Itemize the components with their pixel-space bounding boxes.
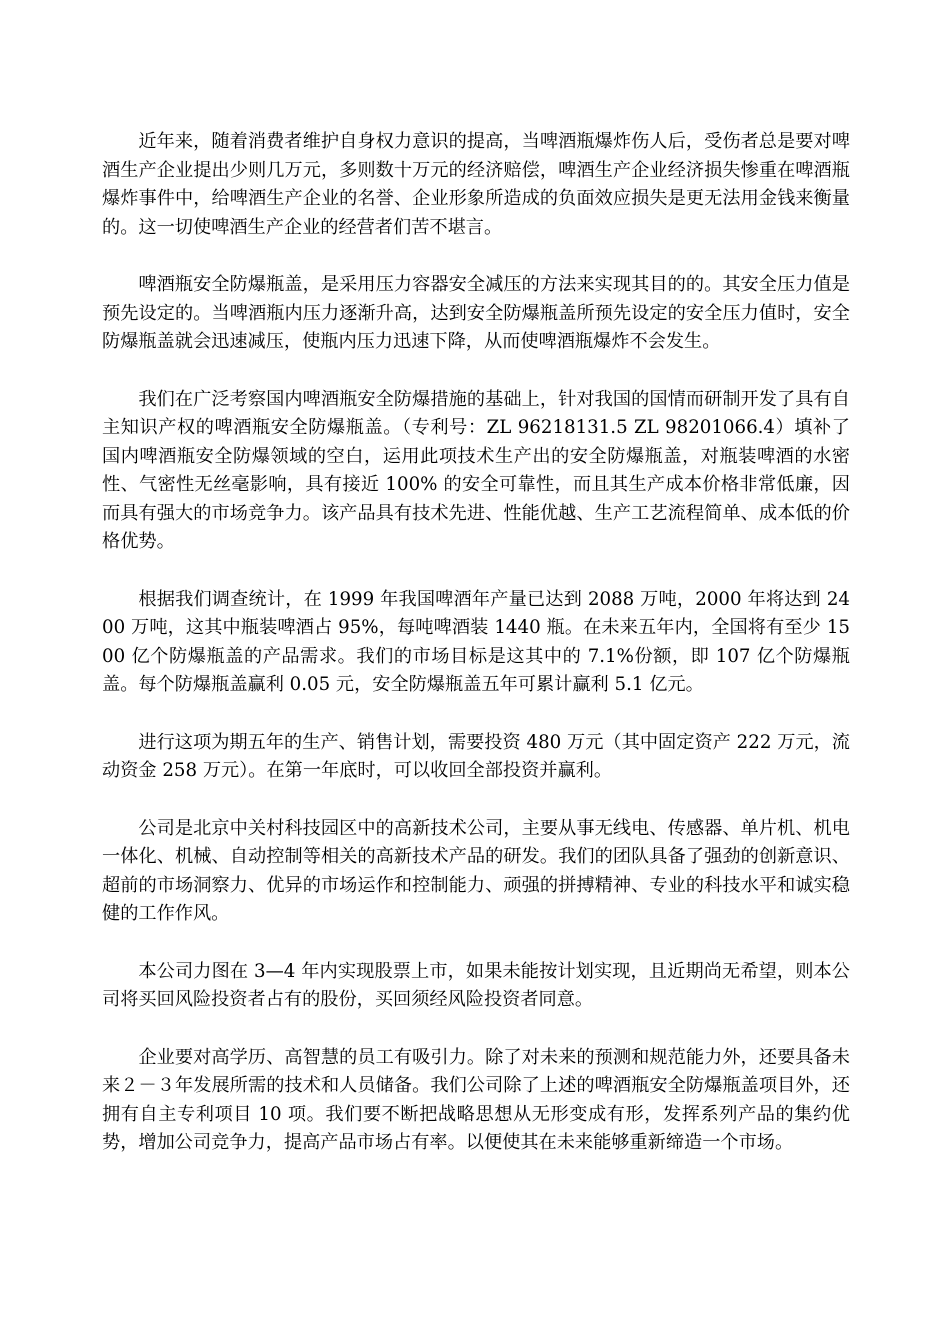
paragraph-6: 公司是北京中关村科技园区中的高新技术公司，主要从事无线电、传感器、单片机、机电一体化、机械、自动控制等相关的高新技术产品的研发。我们的团队具备了强劲的创新意识、超前的市场洞察力、优异的市场运作和控制能力、顽强的拼搏精神、专业的科技水平和诚实稳健的工作作风。 — [102, 817, 850, 924]
paragraph-2: 啤酒瓶安全防爆瓶盖，是采用压力容器安全减压的方法来实现其目的的。其安全压力值是预先设定的。当啤酒瓶内压力逐渐升高，达到安全防爆瓶盖所预先设定的安全压力值时，安全防爆瓶盖就会迅速减压，使瓶内压力迅速下降，从而使啤酒瓶爆炸不会发生。 — [102, 274, 850, 352]
paragraph-7: 本公司力图在 3—4 年内实现股票上市，如果未能按计划实现，且近期尚无希望，则本公司将买回风险投资者占有的股份，买回须经风险投资者同意。 — [102, 960, 850, 1010]
paragraph-5: 进行这项为期五年的生产、销售计划，需要投资 480 万元（其中固定资产 222 万元，流动资金 258 万元）。在第一年底时，可以收回全部投资并赢利。 — [102, 731, 850, 781]
paragraph-3: 我们在广泛考察国内啤酒瓶安全防爆措施的基础上，针对我国的国情而研制开发了具有自主知识产权的啤酒瓶安全防爆瓶盖。（专利号：ZL 96218131.5 ZL 98201066.4）填补了国内啤酒瓶安全防爆领域的空白，运用此项技术生产出的安全防爆瓶盖，对瓶装啤酒的水密性、气密性无丝毫影响，具有接近 100% 的安全可靠性，而且其生产成本价格非常低廉，因而具有强大的市场竞争力。该产品具有技术先进、性能优越、生产工艺流程简单、成本低的价格优势。 — [102, 388, 850, 552]
paragraph-8: 企业要对高学历、高智慧的员工有吸引力。除了对未来的预测和规范能力外，还要具备未来２－３年发展所需的技术和人员储备。我们公司除了上述的啤酒瓶安全防爆瓶盖项目外，还拥有自主专利项目 10 项。我们要不断把战略思想从无形变成有形，发挥系列产品的集约优势，增加公司竞争力，提高产品市场占有率。以便使其在未来能够重新缔造一个市场。 — [102, 1046, 850, 1153]
paragraph-1: 近年来，随着消费者维护自身权力意识的提高，当啤酒瓶爆炸伤人后，受伤者总是要对啤酒生产企业提出少则几万元，多则数十万元的经济赔偿，啤酒生产企业经济损失惨重在啤酒瓶爆炸事件中，给啤酒生产企业的名誉、企业形象所造成的负面效应损失是更无法用金钱来衡量的。这一切使啤酒生产企业的经营者们苦不堪言。 — [102, 131, 850, 238]
paragraph-4: 根据我们调查统计，在 1999 年我国啤酒年产量已达到 2088 万吨，2000 年将达到 2400 万吨，这其中瓶装啤酒占 95%，每吨啤酒装 1440 瓶。在未来五年内，全国将有至少 1500 亿个防爆瓶盖的产品需求。我们的市场目标是这其中的 7.1%份额，即 107 亿个防爆瓶盖。每个防爆瓶盖赢利 0.05 元，安全防爆瓶盖五年可累计赢利 5.1 亿元。 — [102, 588, 850, 695]
document-body — [102, 128, 850, 1187]
